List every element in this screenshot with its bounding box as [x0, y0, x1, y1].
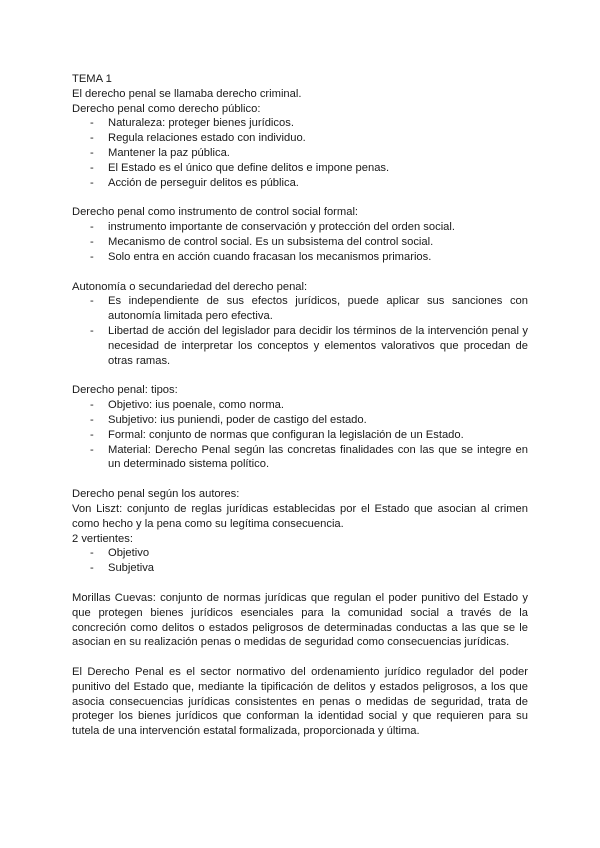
list-autonomia	[72, 294, 528, 368]
section-heading-tipos: Derecho penal: tipos:	[72, 384, 178, 397]
section-heading-autores: Derecho penal según los autores:	[72, 488, 240, 501]
list-item: - Material: Derecho Penal según las concretas finalidades con las que se integre en un determinado sistema político.	[90, 443, 528, 471]
list-item: - instrumento importante de conservación y protección del orden social.	[90, 221, 455, 234]
paragraph-morillas-cuevas: Morillas Cuevas: conjunto de normas jurídicas que regulan el poder punitivo del Estado y que protegen bienes jurídicos esenciales para la comunidad social a través de la concreción como delitos o estados peligrosos de determinadas conductas a las que se le asocian en su realización penas o medidas de seguridad como consecuencias jurídicas.	[72, 591, 528, 649]
paragraph-von-liszt: Von Liszt: conjunto de reglas jurídicas establecidas por el Estado que asocian al crimen como hecho y la pena como su legítima consecuencia.	[72, 502, 528, 530]
document-page	[72, 72, 528, 739]
list-vertientes	[72, 546, 528, 576]
section-heading-control-social: Derecho penal como instrumento de control social formal:	[72, 206, 359, 219]
list-item: - Objetivo	[90, 547, 150, 560]
paragraph-definicion: El Derecho Penal es el sector normativo del ordenamiento jurídico regulador del poder punitivo del Estado que, mediante la tipificación de delitos y estados peligrosos, a los que asocia consecuencias jurídicas consistentes en penas o medidas de seguridad, trata de proteger los bienes jurídicos que conforman la identidad social y que requieren para su tutela de una intervención estatal formalizada, proporcionada y última.	[72, 666, 528, 738]
list-derecho-publico	[72, 116, 528, 190]
list-item: - Mantener la paz pública.	[90, 146, 230, 159]
section-heading-autonomia: Autonomía o secundariedad del derecho penal:	[72, 280, 308, 293]
page-title: TEMA 1	[72, 73, 112, 85]
list-item: - Acción de perseguir delitos es pública.	[90, 176, 299, 189]
list-item: - Regula relaciones estado con individuo.	[90, 132, 306, 145]
list-item: - Mecanismo de control social. Es un subsistema del control social.	[90, 235, 434, 248]
list-item: - El Estado es el único que define delitos e impone penas.	[90, 161, 390, 174]
list-item: - Formal: conjunto de normas que configuran la legislación de un Estado.	[90, 428, 464, 441]
intro-line: El derecho penal se llamaba derecho criminal.	[72, 87, 302, 100]
list-item: - Subjetivo: ius puniendi, poder de castigo del estado.	[90, 413, 367, 426]
list-item: - Solo entra en acción cuando fracasan los mecanismos primarios.	[90, 250, 432, 263]
list-item: - Naturaleza: proteger bienes jurídicos.	[90, 117, 294, 130]
list-tipos	[72, 398, 528, 472]
list-item: - Subjetiva	[90, 562, 155, 575]
list-control-social	[72, 220, 528, 264]
list-item: - Objetivo: ius poenale, como norma.	[90, 399, 284, 412]
list-item: - Es independiente de sus efectos jurídicos, puede aplicar sus sanciones con autonomía limitada pero efectiva.	[90, 295, 528, 323]
section-heading-derecho-publico: Derecho penal como derecho público:	[72, 102, 261, 115]
vertientes-label: 2 vertientes:	[72, 532, 133, 545]
list-item: - Libertad de acción del legislador para decidir los términos de la intervención penal y necesidad de interpretar los conceptos y elementos valorativos que procedan de otras ramas.	[90, 324, 528, 367]
